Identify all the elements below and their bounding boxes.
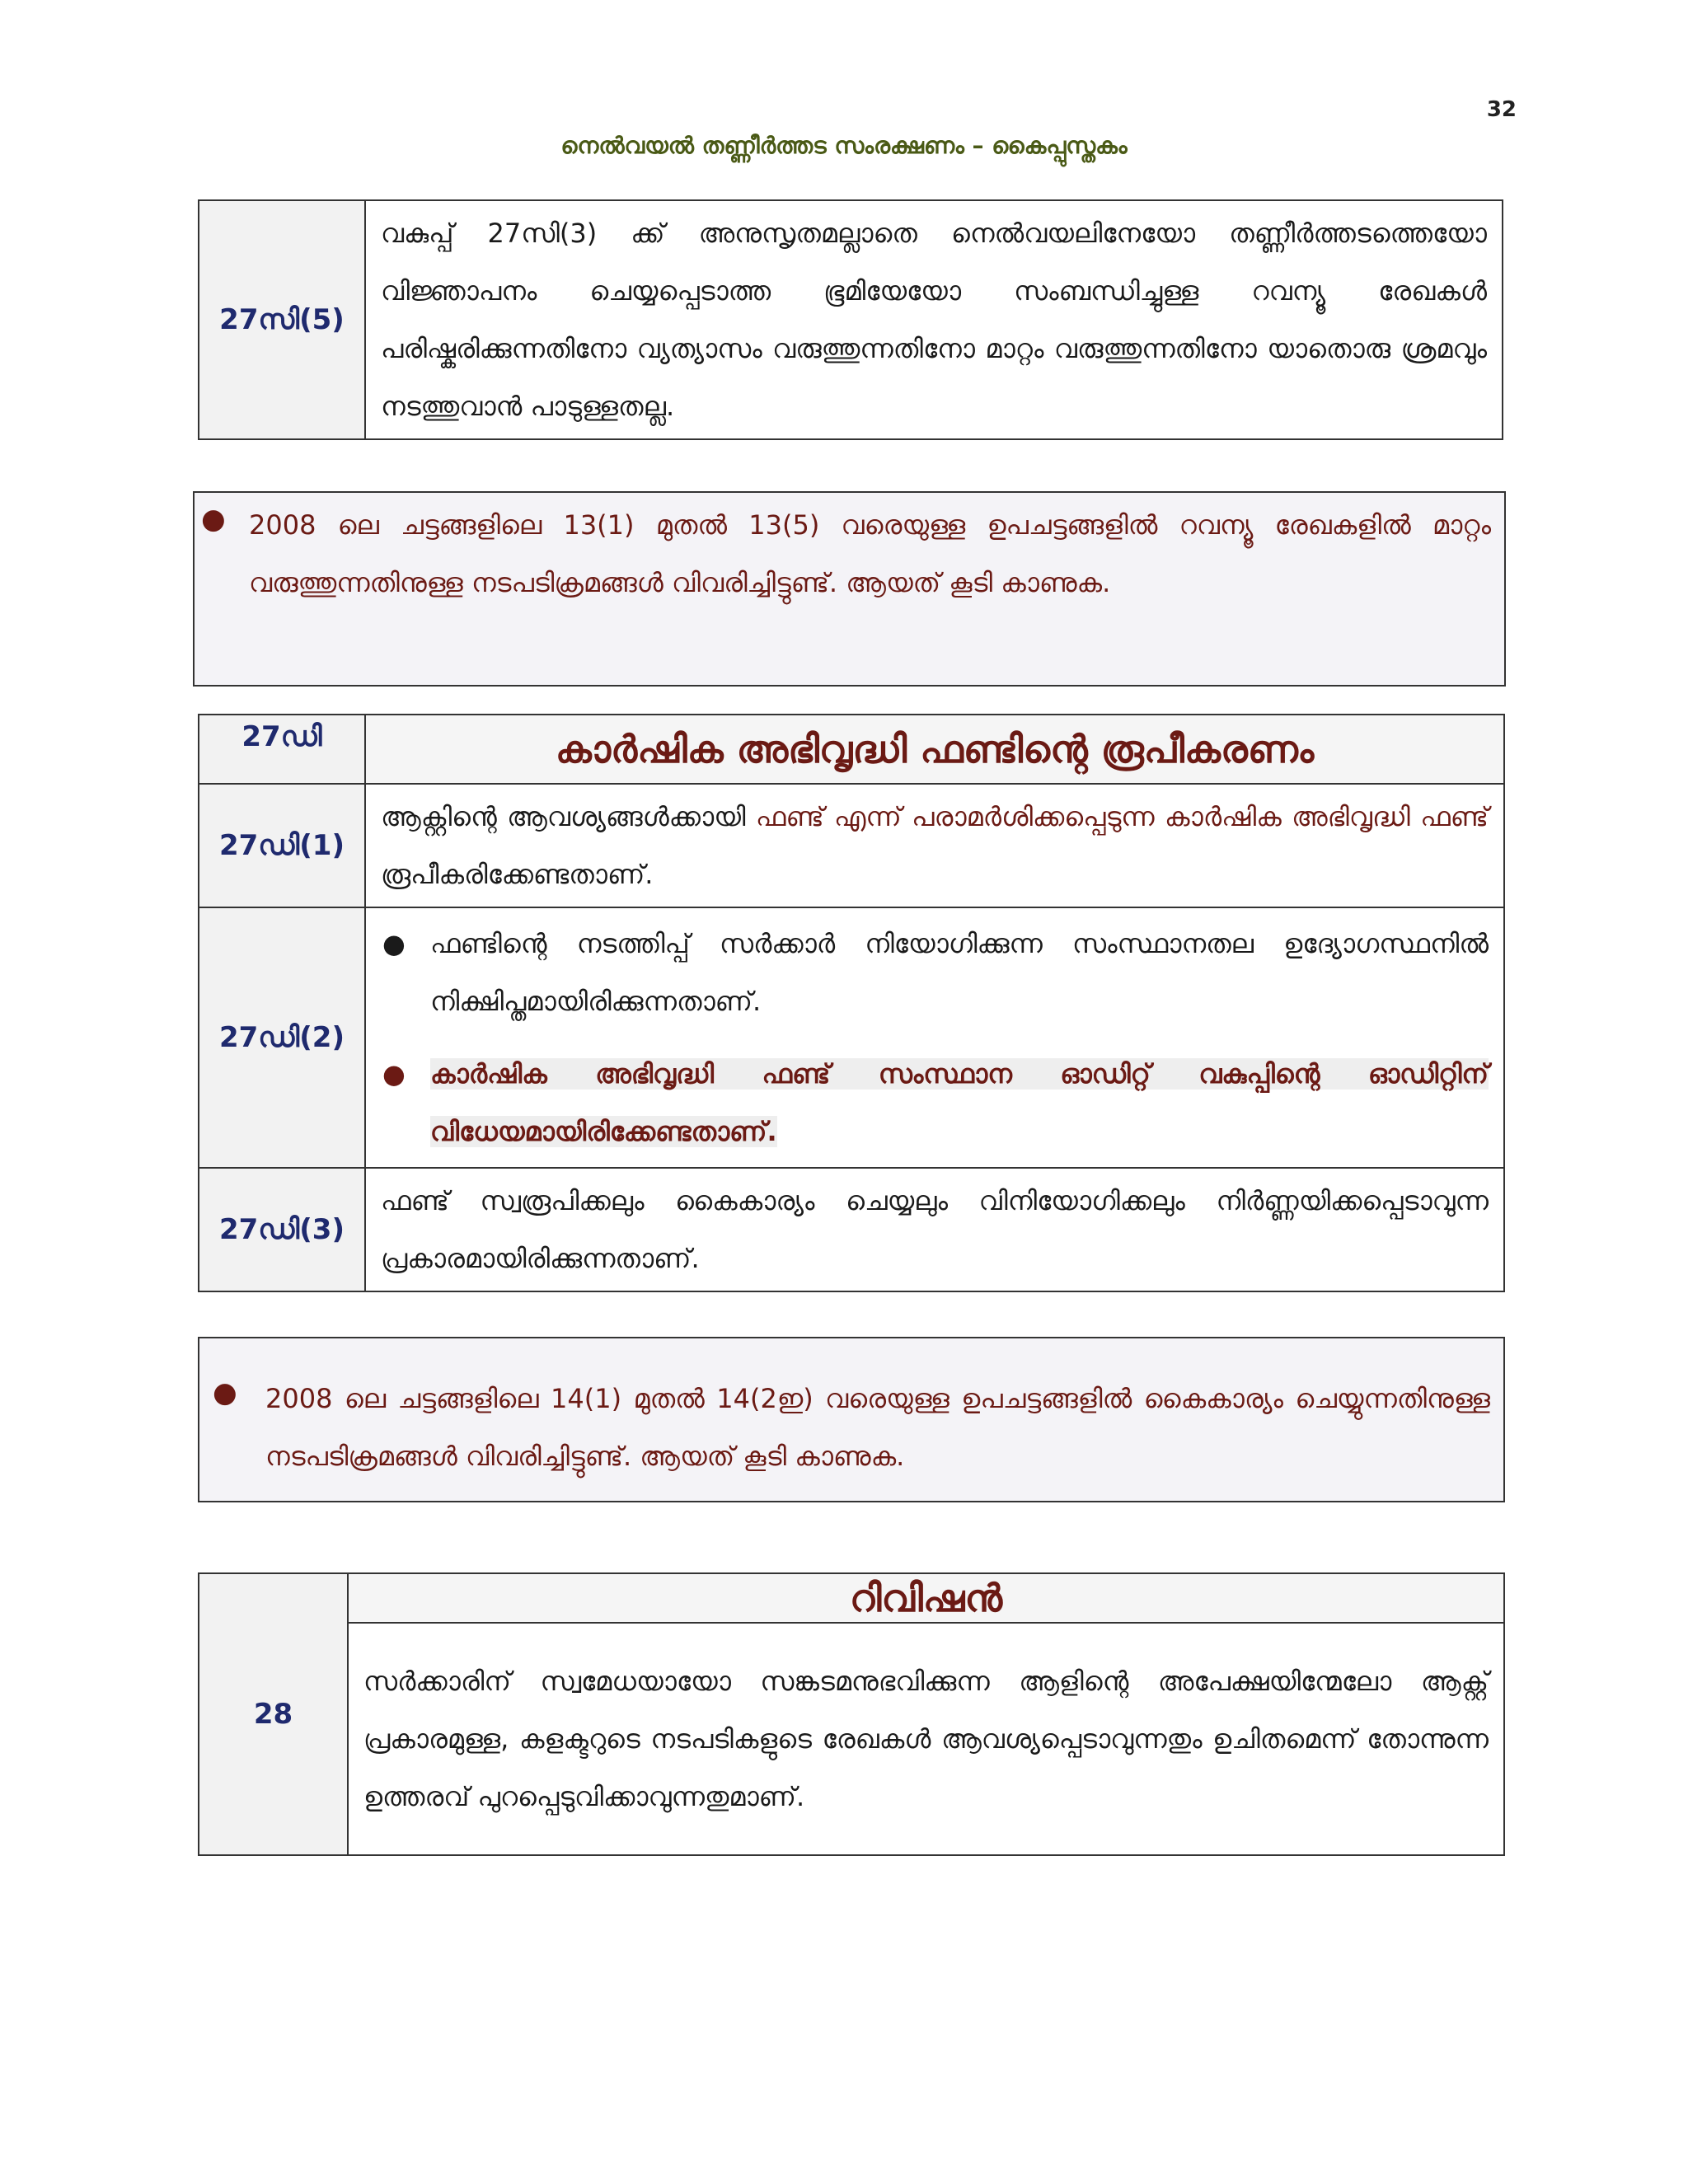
fund-name-text: ഫണ്ട് എന്ന് പരാമർശിക്കപ്പെടുന്ന കാർഷിക അഭിവൃദ്ധി ഫണ്ട് <box>755 801 1489 832</box>
subsection-number: 27ഡി(1) <box>199 784 365 907</box>
section-27c5-table <box>198 199 1503 440</box>
bullet-icon: ● <box>382 1058 406 1090</box>
section-text: സർക്കാരിന് സ്വമേധയായോ സങ്കടമനുഭവിക്കുന്ന ആളിന്റെ അപേക്ഷയിന്മേലോ ആക്റ്റ് പ്രകാരമുള്ള, കളക്ടറുടെ നടപടികളുടെ രേഖകൾ ആവശ്യപ്പെടാവുന്നതും ഉചിതമെന്ന് തോന്നുന്ന ഉത്തരവ് പുറപ്പെടുവിക്കാവുന്നതുമാണ്. <box>348 1623 1504 1855</box>
section-text: വകുപ്പ് 27സി(3) ക്ക് അനുസൃതമല്ലാതെ നെൽവയലിനേയോ തണ്ണീർത്തടത്തെയോ വിജ്ഞാപനം ചെയ്യപ്പെടാത്ത ഭൂമിയേയോ സംബന്ധിച്ചുള്ള റവന്യൂ രേഖകൾ പരിഷ്കരിക്കുന്നതിനോ വ്യത്യാസം വരുത്തുന്നതിനോ മാറ്റം വരുത്തുന്നതിനോ യാതൊരു ശ്രമവും നടത്തുവാൻ പാടുള്ളതല്ല. <box>365 200 1503 439</box>
section-number: 27ഡി <box>199 715 365 784</box>
subsection-text <box>365 784 1504 907</box>
bullet-icon: ● <box>201 503 226 536</box>
rules-note-text: 2008 ലെ ചട്ടങ്ങളിലെ 14(1) മുതൽ 14(2ഇ) വരെയുള്ള ഉപചട്ടങ്ങളിൽ കൈകാര്യം ചെയ്യുന്നതിനുള്ള നടപടിക്രമങ്ങൾ വിവരിച്ചിട്ടുണ്ട്. ആയത് കൂടി കാണുക. <box>265 1383 1490 1472</box>
section-28-table <box>198 1572 1505 1856</box>
subsection-text: ഫണ്ട് സ്വരൂപിക്കലും കൈകാര്യം ചെയ്യലും വിനിയോഗിക്കലും നിർണ്ണയിക്കപ്പെടാവുന്ന പ്രകാരമായിരിക്കുന്നതാണ്. <box>365 1168 1504 1291</box>
subsection-text-part: ആക്റ്റിന്റെ ആവശ്യങ്ങൾക്കായി <box>381 801 756 832</box>
list-item-text: ഫണ്ടിന്റെ നടത്തിപ്പ് സർക്കാർ നിയോഗിക്കുന്ന സംസ്ഥാനതല ഉദ്യോഗസ്ഥനിൽ നിക്ഷിപ്തമായിരിക്കുന്നതാണ്. <box>430 928 1489 1017</box>
list-item <box>381 1045 1489 1160</box>
running-header: നെൽവയൽ തണ്ണീർത്തട സംരക്ഷണം – കൈപ്പുസ്തകം <box>560 132 1128 159</box>
section-number: 28 <box>199 1573 348 1855</box>
subsection-bullets <box>365 907 1504 1168</box>
list-item-text: കാർഷിക അഭിവൃദ്ധി ഫണ്ട് സംസ്ഥാന ഓഡിറ്റ് വകുപ്പിന്റെ ഓഡിറ്റിന് വിധേയമായിരിക്കേണ്ടതാണ്. <box>430 1058 1489 1147</box>
bullet-icon: ● <box>382 928 406 959</box>
section-number: 27സി(5) <box>199 200 365 439</box>
bullet-icon: ● <box>213 1376 237 1409</box>
rules-note-text: 2008 ലെ ചട്ടങ്ങളിലെ 13(1) മുതൽ 13(5) വരെയുള്ള ഉപചട്ടങ്ങളിൽ റവന്യൂ രേഖകളിൽ മാറ്റം വരുത്തുന്നതിനുള്ള നടപടിക്രമങ്ങൾ വിവരിച്ചിട്ടുണ്ട്. ആയത് കൂടി കാണുക. <box>249 509 1491 598</box>
rules-note-box <box>193 491 1506 687</box>
section-heading: റിവിഷൻ <box>348 1573 1504 1623</box>
subsection-number: 27ഡി(3) <box>199 1168 365 1291</box>
page-number: 32 <box>1486 97 1517 122</box>
rules-note-box <box>198 1337 1505 1502</box>
section-27d-table <box>198 714 1505 1292</box>
list-item <box>381 915 1489 1030</box>
section-heading: കാർഷിക അഭിവൃദ്ധി ഫണ്ടിന്റെ രൂപീകരണം <box>365 715 1504 784</box>
subsection-text-part: രൂപീകരിക്കേണ്ടതാണ്. <box>381 859 654 890</box>
subsection-number: 27ഡി(2) <box>199 907 365 1168</box>
